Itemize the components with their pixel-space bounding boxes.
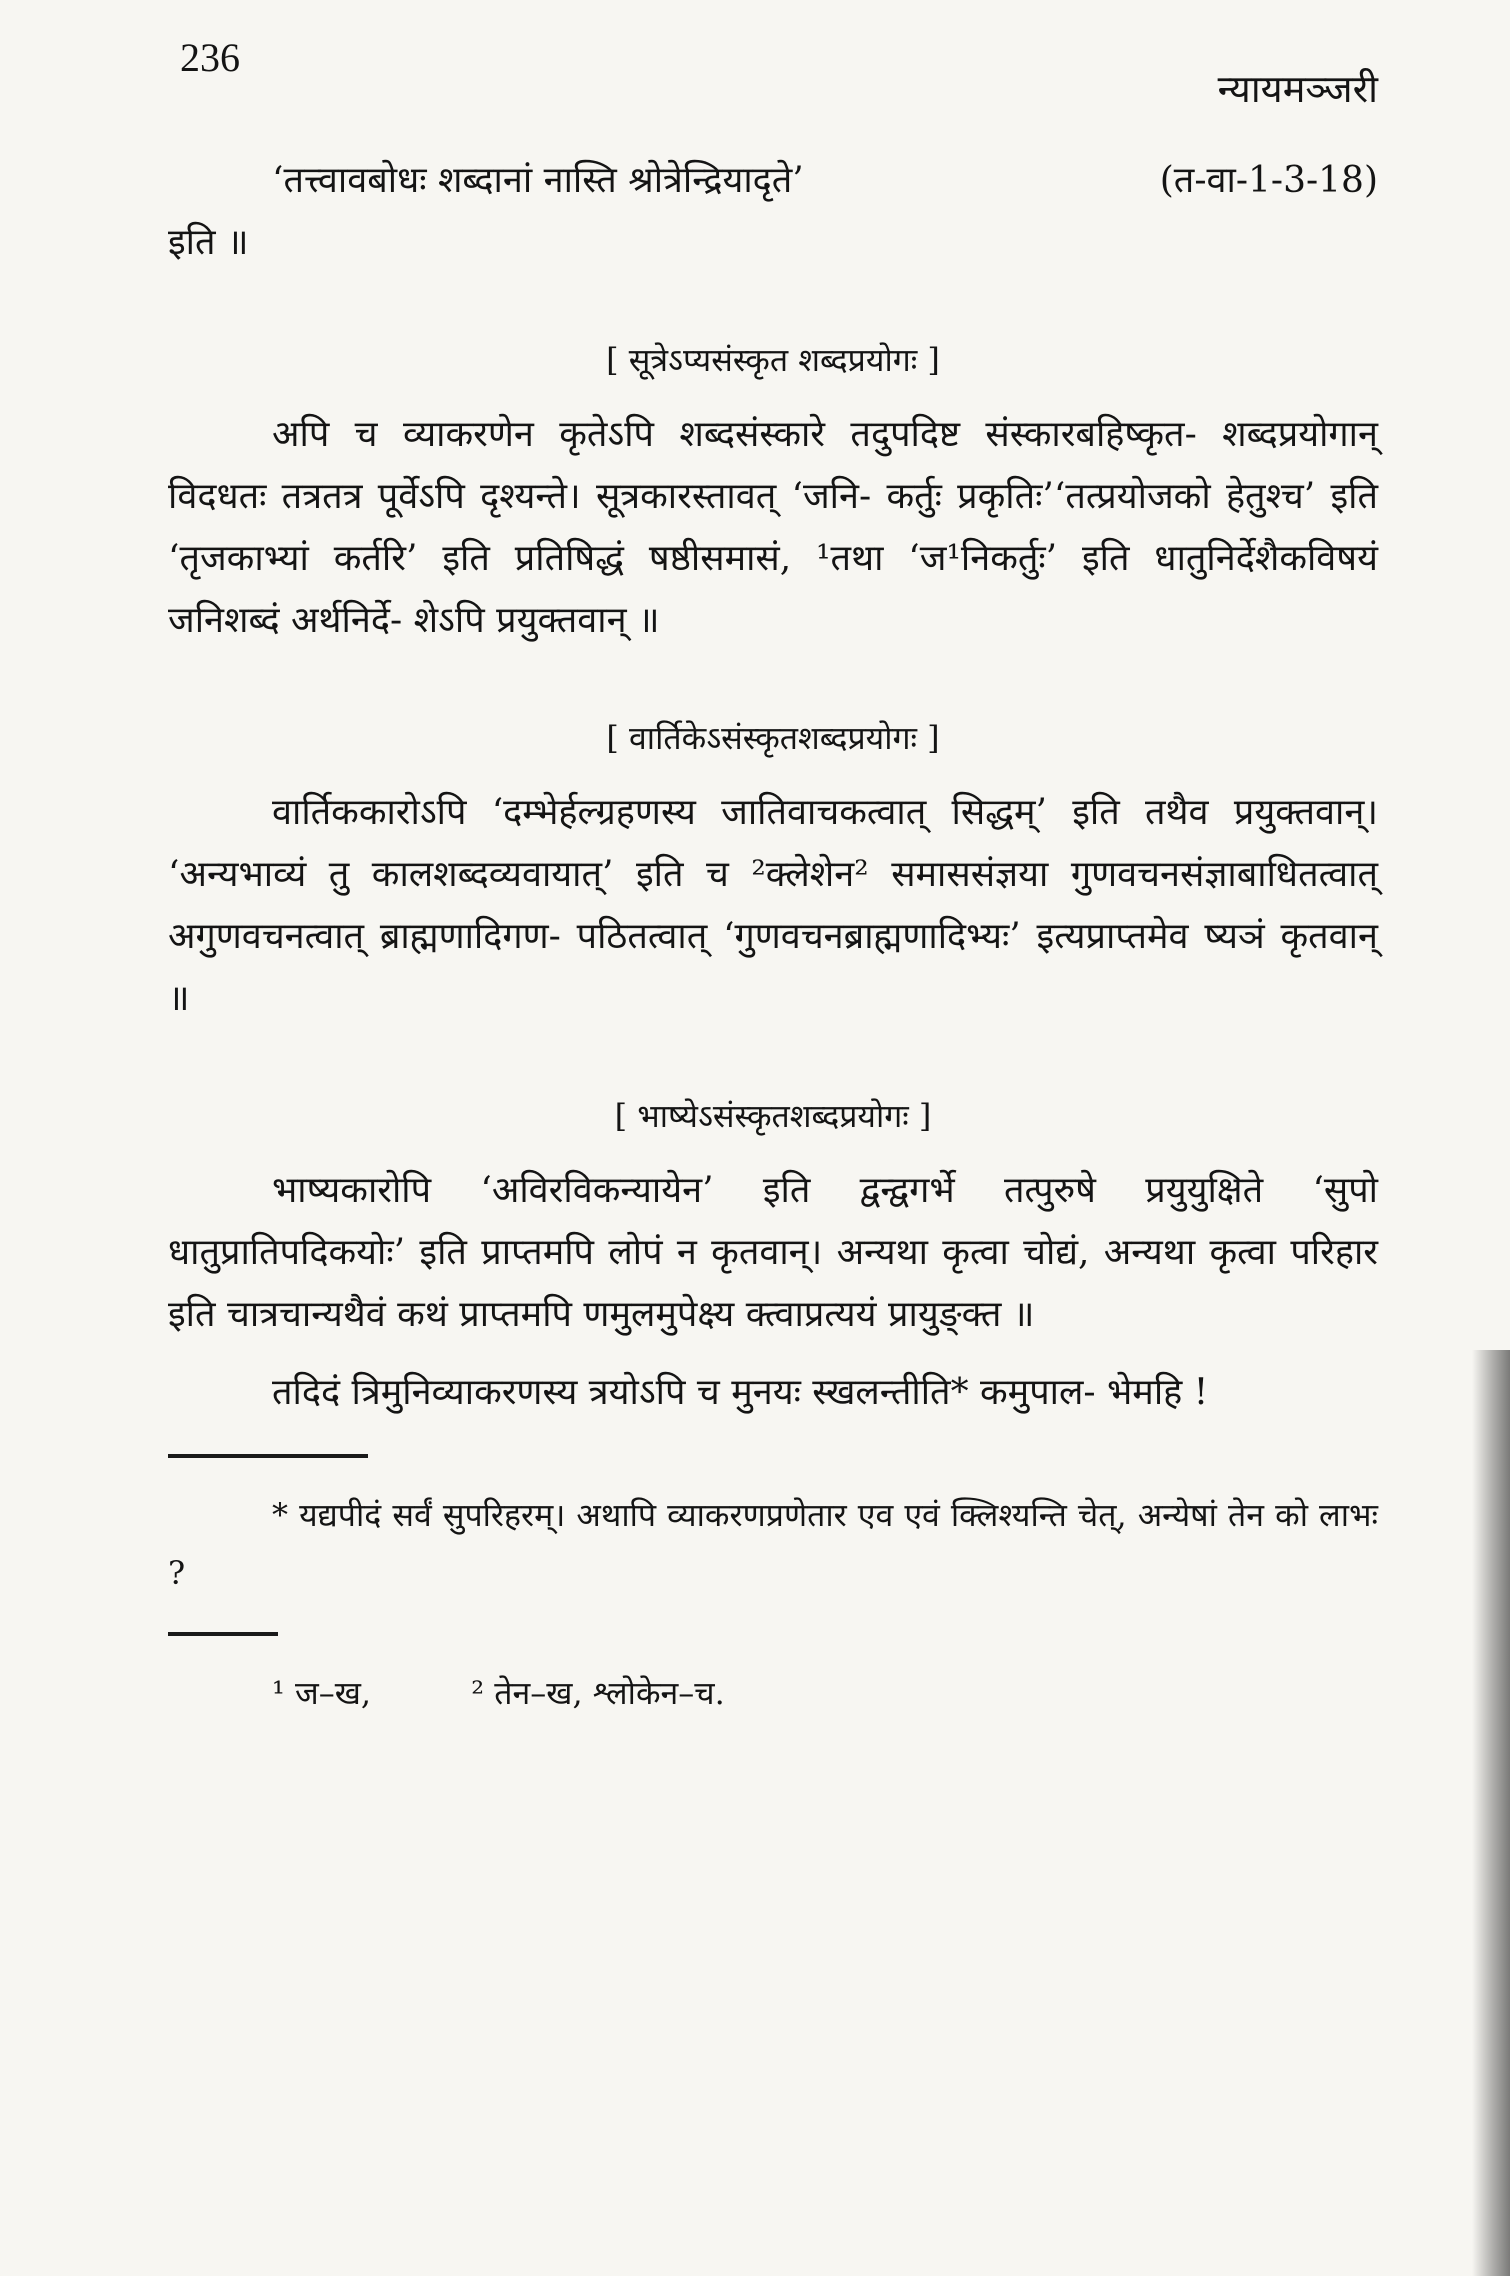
variant-reading: ¹ ज–ख, — [272, 1674, 372, 1712]
closing-paragraph: तदिदं त्रिमुनिव्याकरणस्य त्रयोऽपि च मुनयः स्खलन्तीति* कमुपाल- भेमहि ! — [272, 1372, 1209, 1413]
page-body — [168, 150, 1378, 1722]
variant-reading: ² तेन–ख, श्लोकेन–च. — [471, 1674, 725, 1712]
footnote: * यद्यपीदं सर्वं सुपरिहरम्। अथापि व्याकरणप्रणेतार एव एवं क्लिश्यन्ति चेत्, अन्येषां तेन को लाभः ? — [168, 1496, 1378, 1592]
section-heading-sutra: [ सूत्रेऽप्यसंस्कृत शब्दप्रयोगः ] — [606, 341, 940, 379]
section-paragraph-sutra: अपि च व्याकरणेन कृतेऽपि शब्दसंस्कारे तदुपदिष्ट संस्कारबहिष्कृत- शब्दप्रयोगान् विदधतः तत्रतत्र पूर्वेऽपि दृश्यन्ते। सूत्रकारस्तावत् ‘जनि- कर्तुः प्रकृतिः’‘तत्प्रयोजको हेतुश्च’ इति ‘तृजकाभ्यां कर्तरि’ इति प्रतिषिद्धं षष्ठीसमासं, ¹तथा ‘ज¹निकर्तुः’ इति धातुनिर्देशैकविषयं जनिशब्दं अर्थनिर्दे- शेऽपि प्रयुक्तवान् ॥ — [168, 414, 1378, 641]
running-head: न्यायमञ्जरी — [1217, 67, 1378, 111]
variants-separator — [168, 1632, 278, 1636]
page-edge-shadow — [1472, 1350, 1510, 2276]
section-paragraph-vartika: वार्तिककारोऽपि ‘दम्भेर्हल्ग्रहणस्य जातिवाचकत्वात् सिद्धम्’ इति तथैव प्रयुक्तवान्। ‘अन्यभाव्यं तु कालशब्दव्यवायात्’ इति च ²क्लेशेन² समाससंज्ञया गुणवचनसंज्ञाबाधितत्वात् अगुणवचनत्वात् ब्राह्मणादिगण- पठितत्वात् ‘गुणवचनब्राह्मणादिभ्यः’ इत्यप्राप्तमेव ष्यञं कृतवान् ॥ — [168, 792, 1378, 1019]
page-header — [180, 34, 1378, 124]
opening-citation: (त-वा-1-3-18) — [1159, 160, 1378, 201]
opening-quote-line — [168, 150, 1378, 212]
opening-quote: ‘तत्त्वावबोधः शब्दानां नास्ति श्रोत्रेन्द्रियादृते’ — [272, 160, 804, 201]
section-paragraph-bhashya: भाष्यकारोपि ‘अविरविकन्यायेन’ इति द्वन्द्वगर्भे तत्पुरुषे प्रयुयुक्षिते ‘सुपो धातुप्रातिपदिकयोः’ इति प्राप्तमपि लोपं न कृतवान्। अन्यथा कृत्वा चोद्यं, अन्यथा कृत्वा परिहार इति चात्रचान्यथैवं कथं प्राप्तमपि णमुलमुपेक्ष्य क्त्वाप्रत्ययं प्रायुङ्क्त ॥ — [168, 1170, 1378, 1335]
section-heading-bhashya: [ भाष्येऽसंस्कृतशब्दप्रयोगः ] — [614, 1097, 932, 1135]
variant-readings — [168, 1664, 1378, 1722]
page-number: 236 — [180, 35, 240, 80]
section-heading-vartika: [ वार्तिकेऽसंस्कृतशब्दप्रयोगः ] — [606, 719, 940, 757]
opening-end: इति ॥ — [168, 222, 249, 263]
footnote-separator — [168, 1454, 368, 1458]
